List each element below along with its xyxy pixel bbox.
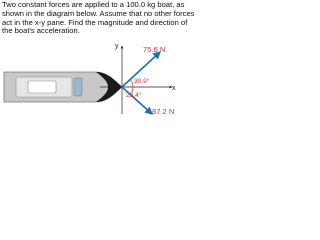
force-lower-label: 87.2 N xyxy=(152,107,175,116)
problem-statement: Two constant forces are applied to a 100.0 kg boat, as shown in the diagram below. Assume that no other forces act in the x-y pane. Find the magnitude and direction of the boat's acceleration. xyxy=(2,0,195,36)
angle-arc-upper xyxy=(131,80,133,87)
angle-upper-label: 30.9° xyxy=(134,78,150,85)
y-axis-label: y xyxy=(115,43,119,50)
boat-windshield xyxy=(74,78,82,96)
x-axis-label: x xyxy=(172,85,176,92)
angle-lower-label: 23.4° xyxy=(126,92,142,99)
force-diagram xyxy=(0,0,200,119)
boat-cabin xyxy=(28,81,56,93)
force-upper-label: 75.6 N xyxy=(143,45,166,54)
